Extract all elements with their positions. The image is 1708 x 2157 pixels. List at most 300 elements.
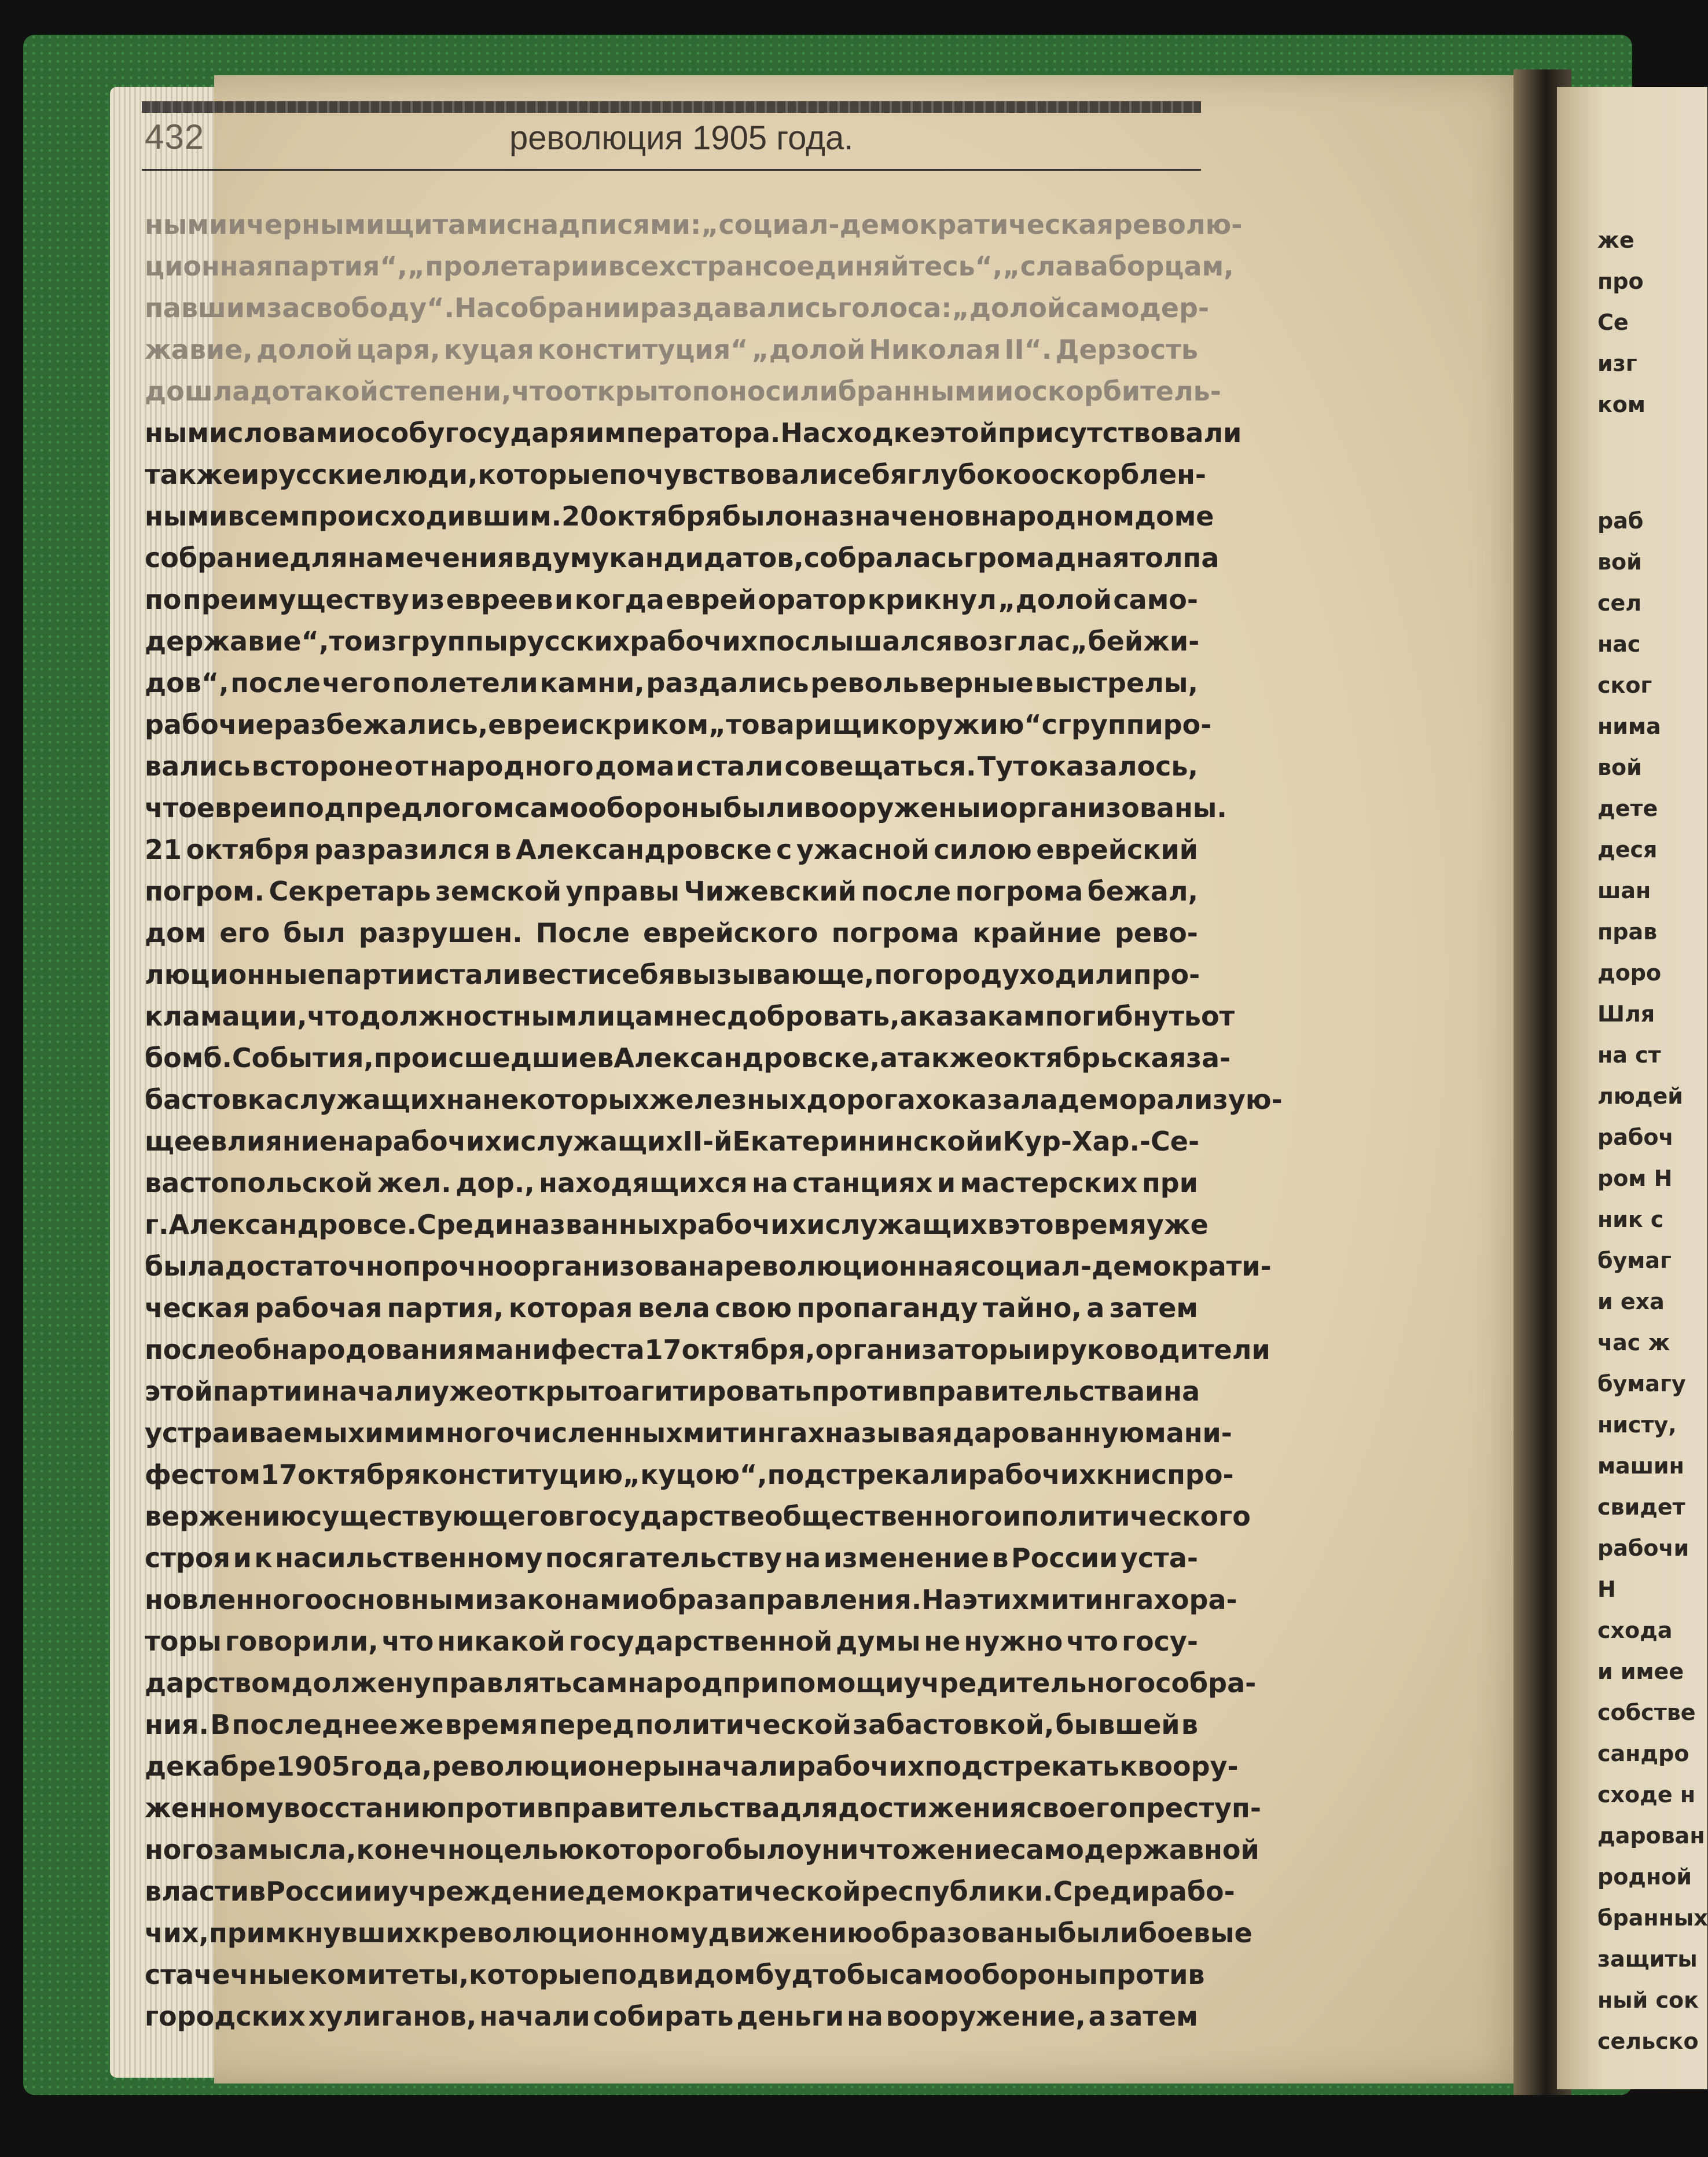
- word: еврейский: [1036, 834, 1198, 865]
- right-page-line: про: [1597, 269, 1644, 294]
- word: по: [874, 959, 911, 990]
- right-page-line: защиты: [1597, 1946, 1698, 1972]
- word: ора-: [1170, 1584, 1237, 1615]
- word: назначено: [802, 501, 964, 532]
- word: называя: [825, 1417, 953, 1449]
- word: В: [210, 1709, 231, 1740]
- word: преступ-: [1127, 1792, 1261, 1824]
- word: из: [362, 626, 397, 657]
- word: ционная: [145, 251, 274, 282]
- word: оскорблен-: [1031, 459, 1207, 490]
- word: на: [337, 1126, 374, 1157]
- word: конечно: [356, 1834, 484, 1865]
- right-page-line: Се: [1597, 310, 1629, 335]
- word: существующего: [306, 1501, 558, 1532]
- word: его: [219, 917, 270, 949]
- word: подстрекали: [767, 1459, 968, 1490]
- word: долой: [256, 334, 353, 365]
- right-page-line: нисту,: [1597, 1412, 1677, 1438]
- word: до: [250, 376, 291, 407]
- word: правления.: [747, 1584, 922, 1615]
- right-page-line: изг: [1597, 351, 1637, 376]
- word: образованы: [872, 1917, 1058, 1949]
- word: разбежались,: [273, 709, 488, 740]
- word: разразился: [314, 834, 490, 865]
- word: криком: [594, 709, 709, 740]
- word: чих,: [145, 1917, 209, 1949]
- text-line: [145, 1662, 1257, 1704]
- word: сходке: [820, 417, 930, 449]
- word: происшедшие: [373, 1042, 597, 1074]
- word: и: [1031, 1334, 1051, 1365]
- word: не: [674, 1001, 711, 1032]
- word: организована: [513, 1251, 725, 1282]
- word: госу-: [1121, 1626, 1198, 1657]
- word: ния.: [145, 1709, 210, 1740]
- word: преимуществу: [182, 584, 409, 615]
- word: воору-: [1137, 1751, 1239, 1782]
- word: были: [723, 792, 805, 824]
- right-page-line: рабочи: [1597, 1535, 1689, 1561]
- word: казакам: [917, 1001, 1045, 1032]
- word: учреждение: [391, 1876, 585, 1907]
- word: дарством: [145, 1667, 292, 1699]
- word: всех: [608, 251, 676, 282]
- word: которые: [477, 459, 609, 490]
- word: уста-: [1120, 1542, 1198, 1574]
- right-page-line: час ж: [1597, 1330, 1670, 1355]
- right-page-line: ром Н: [1597, 1166, 1673, 1191]
- right-page-line: сел: [1597, 590, 1642, 616]
- text-line: [145, 954, 1198, 995]
- word: в: [557, 1501, 575, 1532]
- word: выстрелы,: [1035, 667, 1198, 699]
- word: жавие,: [145, 334, 253, 365]
- word: собра-: [1155, 1667, 1257, 1699]
- word: императора.: [585, 417, 781, 449]
- word: Тут: [977, 751, 1029, 782]
- right-page-line: ный сок: [1597, 1987, 1699, 2013]
- word: достаточно: [225, 1251, 403, 1282]
- word: вызывающе,: [675, 959, 875, 990]
- text-line: [145, 1370, 1198, 1412]
- word: собрание: [145, 542, 290, 574]
- word: вастопольской: [145, 1167, 373, 1199]
- word: происходившим.: [300, 501, 562, 532]
- word: основными: [323, 1584, 494, 1615]
- word: сам: [572, 1667, 628, 1699]
- word: некоторых: [482, 1084, 649, 1115]
- word: в: [514, 542, 531, 574]
- word: образа: [640, 1584, 748, 1615]
- word: должностным: [359, 1001, 577, 1032]
- word: разрушен.: [358, 917, 523, 949]
- word: Александровске,: [614, 1042, 880, 1074]
- word: стороне: [270, 751, 394, 782]
- word: борцам,: [1108, 251, 1234, 282]
- word: после: [230, 667, 321, 699]
- word: против: [446, 1792, 553, 1824]
- word: что: [307, 1001, 359, 1032]
- word: Александровсе.: [168, 1209, 417, 1240]
- word: земской: [435, 876, 561, 907]
- word: самодержавной: [1010, 1834, 1259, 1865]
- word: и: [994, 376, 1014, 407]
- text-line: [145, 579, 1198, 620]
- right-page-line: сельско: [1597, 2029, 1699, 2054]
- word: люционные: [145, 959, 326, 990]
- word: в: [494, 834, 512, 865]
- word: говорили,: [225, 1626, 379, 1657]
- word: в: [597, 1042, 614, 1074]
- word: оратор: [758, 584, 866, 615]
- word: соединяйтесь“,: [762, 251, 1003, 282]
- word: революционная: [724, 1251, 971, 1282]
- text-line: [145, 204, 1243, 245]
- word: революционному: [439, 1917, 708, 1949]
- word: стачечные: [145, 1959, 309, 1990]
- word: народ: [627, 1667, 723, 1699]
- word: особу: [356, 417, 445, 449]
- word: в: [964, 501, 981, 532]
- word: вержению: [145, 1501, 306, 1532]
- word: достижения: [838, 1792, 1027, 1824]
- right-page-line: схода: [1597, 1618, 1673, 1643]
- right-page-line: родной: [1597, 1864, 1692, 1890]
- word: также: [145, 459, 241, 490]
- word: конституцию: [421, 1459, 623, 1490]
- word: начали: [321, 1376, 432, 1407]
- word: октября: [598, 501, 722, 532]
- word: почувствовали: [609, 459, 838, 490]
- text-line: [145, 329, 1198, 370]
- word: возглас: [952, 626, 1071, 657]
- word: погрома: [955, 876, 1083, 907]
- word: стали: [696, 751, 784, 782]
- word: управлять: [413, 1667, 572, 1699]
- word: учредительного: [903, 1667, 1156, 1699]
- word: названных: [513, 1209, 678, 1240]
- right-page-line: людей: [1597, 1083, 1683, 1109]
- word: прочно: [402, 1251, 513, 1282]
- word: рабочие: [145, 709, 274, 740]
- word: „социал-демократическая: [701, 209, 1114, 240]
- word: изменение: [823, 1542, 989, 1574]
- text-line: [145, 1204, 1209, 1245]
- right-page-line: вой: [1597, 549, 1642, 575]
- right-page-line: сандро: [1597, 1741, 1689, 1766]
- word: Среди: [1053, 1876, 1150, 1907]
- page-number: 432: [145, 117, 205, 156]
- word: служащих: [284, 1084, 446, 1115]
- word: самообороны: [514, 792, 723, 824]
- word: На: [921, 1584, 962, 1615]
- word: полетели: [392, 667, 538, 699]
- word: комитеты,: [308, 1959, 469, 1990]
- word: поносили: [692, 376, 838, 407]
- word: октябрьская: [994, 1042, 1187, 1074]
- word: партии: [325, 959, 434, 990]
- word: деморализую-: [1057, 1084, 1283, 1115]
- word: „долой: [998, 584, 1112, 615]
- word: вести: [521, 959, 606, 990]
- text-line: [145, 1037, 1231, 1079]
- word: обнародования: [234, 1334, 475, 1365]
- word: партии: [212, 1376, 321, 1407]
- word: „слава: [1002, 251, 1108, 282]
- word: и: [984, 1126, 1003, 1157]
- word: жел.: [377, 1167, 451, 1199]
- word: под: [287, 792, 346, 824]
- word: и: [240, 459, 260, 490]
- word: пропаганду: [796, 1292, 978, 1324]
- text-line: [145, 1954, 1205, 1996]
- word: словами: [227, 417, 357, 449]
- word: открыто: [563, 376, 692, 407]
- word: посягательству: [545, 1542, 782, 1574]
- word: державие“,: [145, 626, 329, 657]
- word: евреи: [488, 709, 579, 740]
- word: этой: [145, 1376, 213, 1407]
- word: затем: [1109, 1292, 1198, 1324]
- word: народном: [980, 501, 1134, 532]
- word: 17: [644, 1334, 682, 1365]
- right-page-line: машин: [1597, 1453, 1684, 1479]
- text-line: [145, 1579, 1237, 1620]
- text-line: [145, 1245, 1272, 1287]
- word: надписями:: [522, 209, 701, 240]
- word: на: [446, 1084, 483, 1115]
- word: при: [1142, 1167, 1198, 1199]
- word: кламации,: [145, 1001, 307, 1032]
- word: II“.: [1004, 334, 1052, 365]
- word: самообороны: [889, 1959, 1099, 1990]
- word: 17: [260, 1459, 297, 1490]
- word: станциях: [792, 1167, 933, 1199]
- word: дорогах: [806, 1084, 933, 1115]
- word: собралась: [803, 542, 964, 574]
- word: государя: [445, 417, 586, 449]
- word: Кур-Хар.-Се-: [1002, 1126, 1200, 1157]
- word: „долой: [952, 292, 1066, 324]
- word: 21: [145, 834, 182, 865]
- word: служащих: [825, 1209, 987, 1240]
- word: под: [600, 1959, 659, 1990]
- word: митингах: [682, 1417, 825, 1449]
- text-line: [145, 912, 1198, 954]
- word: г.: [145, 1209, 169, 1240]
- word: дов“,: [145, 667, 229, 699]
- word: само-: [1113, 584, 1198, 615]
- word: и: [502, 1126, 521, 1157]
- word: и: [227, 209, 247, 240]
- word: тайно,: [983, 1292, 1082, 1324]
- word: организаторы: [815, 1334, 1032, 1365]
- word: оказала: [932, 1084, 1058, 1115]
- word: при: [722, 1667, 779, 1699]
- word: оружию“: [898, 709, 1042, 740]
- word: начали: [685, 1751, 797, 1782]
- word: нужно: [964, 1626, 1063, 1657]
- word: вооружение,: [886, 2001, 1086, 2032]
- word: рабо-: [1149, 1876, 1235, 1907]
- word: примкнувших: [208, 1917, 422, 1949]
- word: находящихся: [539, 1167, 748, 1199]
- running-head: революция 1905 года.: [509, 119, 854, 157]
- word: дом: [145, 917, 207, 949]
- word: бывшей: [1055, 1709, 1180, 1740]
- word: рабочих: [968, 1459, 1096, 1490]
- word: женному: [145, 1792, 284, 1824]
- word: что: [145, 792, 197, 824]
- word: жи-: [1143, 626, 1200, 657]
- word: после: [861, 876, 952, 907]
- word: законами: [493, 1584, 641, 1615]
- text-line: [145, 1871, 1235, 1912]
- word: что: [381, 1626, 434, 1657]
- word: было: [723, 1834, 805, 1865]
- word: с: [578, 709, 595, 740]
- text-line: [145, 412, 1242, 454]
- word: Дерзость: [1055, 334, 1198, 365]
- right-page-line: же: [1597, 227, 1634, 253]
- text-line: [145, 829, 1198, 870]
- text-line: [145, 1787, 1261, 1829]
- word: ческая: [145, 1292, 250, 1324]
- word: а: [1086, 1292, 1105, 1324]
- word: когда: [574, 584, 664, 615]
- word: чего: [322, 667, 391, 699]
- word: влияние: [210, 1126, 338, 1157]
- word: уже: [1146, 1209, 1209, 1240]
- word: и: [980, 792, 1000, 824]
- word: России: [266, 1876, 373, 1907]
- word: подстрекать: [924, 1751, 1120, 1782]
- word: фестом: [145, 1459, 260, 1490]
- text-line: [145, 1996, 1198, 2037]
- word: ходили: [1019, 959, 1133, 990]
- word: и: [554, 584, 574, 615]
- word: это: [1004, 1209, 1054, 1240]
- word: же: [399, 1709, 444, 1740]
- word: намечения: [347, 542, 515, 574]
- word: ного: [145, 1834, 214, 1865]
- word: про-: [1133, 959, 1200, 990]
- text-line: [145, 1454, 1234, 1495]
- word: свою: [715, 1292, 792, 1324]
- text-line: [145, 662, 1198, 704]
- word: революционеры: [432, 1751, 686, 1782]
- word: погром.: [145, 876, 265, 907]
- right-page-line: на ст: [1597, 1042, 1661, 1068]
- word: демократической: [585, 1876, 861, 1907]
- word: этой: [930, 417, 998, 449]
- word: стран: [675, 251, 763, 282]
- word: бы: [846, 1959, 890, 1990]
- word: ными: [145, 417, 228, 449]
- word: ниспро-: [1114, 1459, 1234, 1490]
- header-rule-thin: [142, 169, 1201, 171]
- word: Екатерининской: [732, 1126, 985, 1157]
- text-line: [145, 1412, 1232, 1454]
- word: рабочих: [373, 1126, 502, 1157]
- word: строя: [145, 1542, 230, 1574]
- word: деньги: [736, 2001, 844, 2032]
- word: и: [1002, 1501, 1022, 1532]
- word: рабочих: [796, 1751, 925, 1782]
- word: еврейского: [643, 917, 818, 949]
- word: за-: [1186, 1042, 1231, 1074]
- word: рево-: [1114, 917, 1198, 949]
- word: октября: [186, 834, 310, 865]
- word: никакой: [437, 1626, 565, 1657]
- word: револю-: [1114, 209, 1243, 240]
- word: на: [751, 1167, 788, 1199]
- word: к: [880, 709, 899, 740]
- word: в: [251, 751, 269, 782]
- word: перед: [539, 1709, 634, 1740]
- word: себя: [605, 959, 676, 990]
- word: на: [1163, 1376, 1200, 1407]
- word: бранными: [838, 376, 995, 407]
- right-page-line: вой: [1597, 755, 1642, 780]
- right-page-line: свидет: [1597, 1494, 1685, 1520]
- word: черными: [246, 209, 385, 240]
- text-line: [145, 745, 1198, 787]
- word: видом: [658, 1959, 756, 1990]
- word: конституция“: [537, 334, 748, 365]
- word: политического: [1021, 1501, 1251, 1532]
- right-page-line: ком: [1597, 392, 1645, 417]
- right-page-line: [1597, 425, 1696, 501]
- word: должен: [291, 1667, 414, 1699]
- right-page-line: нас: [1597, 631, 1641, 657]
- right-page-line: доро: [1597, 960, 1662, 986]
- word: были: [1057, 1917, 1138, 1949]
- right-page-line: и еха: [1597, 1289, 1665, 1314]
- word: России: [1011, 1542, 1118, 1574]
- word: с: [776, 834, 792, 865]
- word: „куцою“,: [623, 1459, 767, 1490]
- word: и: [936, 1167, 956, 1199]
- text-line: [145, 495, 1214, 537]
- word: этих: [961, 1584, 1029, 1615]
- word: и: [675, 751, 695, 782]
- text-line: [145, 787, 1227, 829]
- right-page-line: прав: [1597, 919, 1658, 945]
- right-page-line: бранных: [1597, 1905, 1708, 1931]
- word: русских: [508, 626, 630, 657]
- word: мани-: [1144, 1417, 1232, 1449]
- word: а: [899, 1001, 918, 1032]
- word: которого: [584, 1834, 724, 1865]
- word: государственной: [568, 1626, 833, 1657]
- word: куцая: [443, 334, 534, 365]
- word: дома: [594, 751, 675, 782]
- word: 20: [561, 501, 599, 532]
- word: сгруппиро-: [1041, 709, 1212, 740]
- word: республики.: [861, 1876, 1053, 1907]
- word: партия,: [387, 1292, 504, 1324]
- word: рабочих: [630, 626, 758, 657]
- word: года,: [350, 1751, 432, 1782]
- word: что: [511, 376, 564, 407]
- word: также: [898, 1042, 994, 1074]
- word: дарованную: [952, 1417, 1145, 1449]
- text-line: [145, 1120, 1198, 1162]
- word: Секретарь: [269, 876, 431, 907]
- text-line: [145, 287, 1210, 329]
